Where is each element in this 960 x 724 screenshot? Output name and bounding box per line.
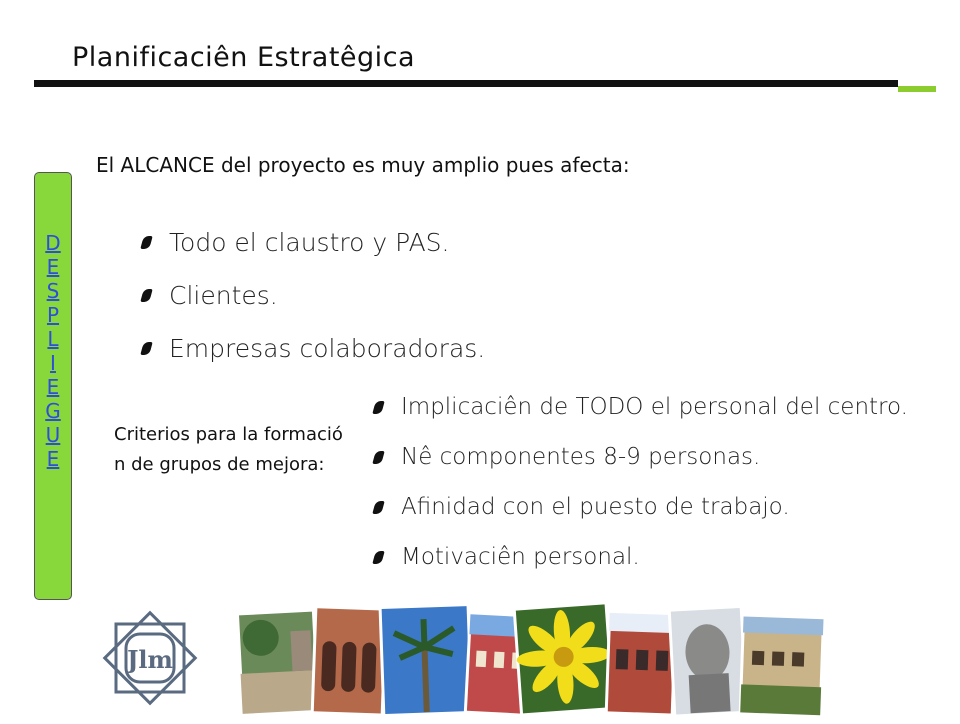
list-item xyxy=(374,382,908,432)
list-item-text: Implicaciên de TODO el personal del centro. xyxy=(401,394,908,420)
bullet-icon xyxy=(140,236,152,249)
sidebar-letter: L xyxy=(47,327,59,351)
sidebar-letter: P xyxy=(46,303,60,327)
list-item xyxy=(374,432,908,482)
scope-list xyxy=(142,216,485,375)
sidebar-letter: D xyxy=(45,231,61,255)
sidebar-letter: S xyxy=(46,279,60,303)
list-item-text: Clientes. xyxy=(169,281,278,310)
bullet-icon xyxy=(372,551,384,564)
sidebar-despliegue-link[interactable] xyxy=(34,172,72,600)
page-title: Planificaciên Estratêgica xyxy=(72,42,416,73)
list-item xyxy=(142,216,485,269)
list-item xyxy=(142,322,485,375)
criteria-label: Criterios para la formació n de grupos de mejora: xyxy=(114,424,343,475)
list-item xyxy=(374,482,908,532)
list-item-text: Nê componentes 8-9 personas. xyxy=(401,444,761,470)
list-item xyxy=(374,532,908,582)
title-underline-accent xyxy=(898,86,936,92)
scope-intro: El ALCANCE del proyecto es muy amplio pues afecta: xyxy=(96,153,630,177)
sidebar-letter: E xyxy=(46,375,60,399)
sidebar-letter: E xyxy=(46,447,60,471)
bullet-icon xyxy=(372,451,384,464)
svg-text:Jlm: Jlm xyxy=(127,645,173,674)
bullet-icon xyxy=(372,501,384,514)
list-item-text: Empresas colaboradoras. xyxy=(169,334,486,363)
sidebar-letter: U xyxy=(45,423,61,447)
sidebar-letter: I xyxy=(50,351,56,375)
bullet-icon xyxy=(372,401,384,414)
photo-strip xyxy=(232,602,932,720)
photo-collage xyxy=(232,602,932,720)
list-item-text: Motivaciên personal. xyxy=(401,544,640,570)
list-item-text: Afinidad con el puesto de trabajo. xyxy=(401,494,790,520)
list-item xyxy=(142,269,485,322)
list-item-text: Todo el claustro y PAS. xyxy=(169,228,450,257)
bullet-icon xyxy=(140,342,152,355)
university-logo-icon xyxy=(94,606,206,710)
criteria-list xyxy=(374,382,908,582)
bullet-icon xyxy=(140,289,152,302)
sidebar-letter: G xyxy=(45,399,61,423)
title-underline xyxy=(34,80,898,87)
sidebar-letter: E xyxy=(46,255,60,279)
